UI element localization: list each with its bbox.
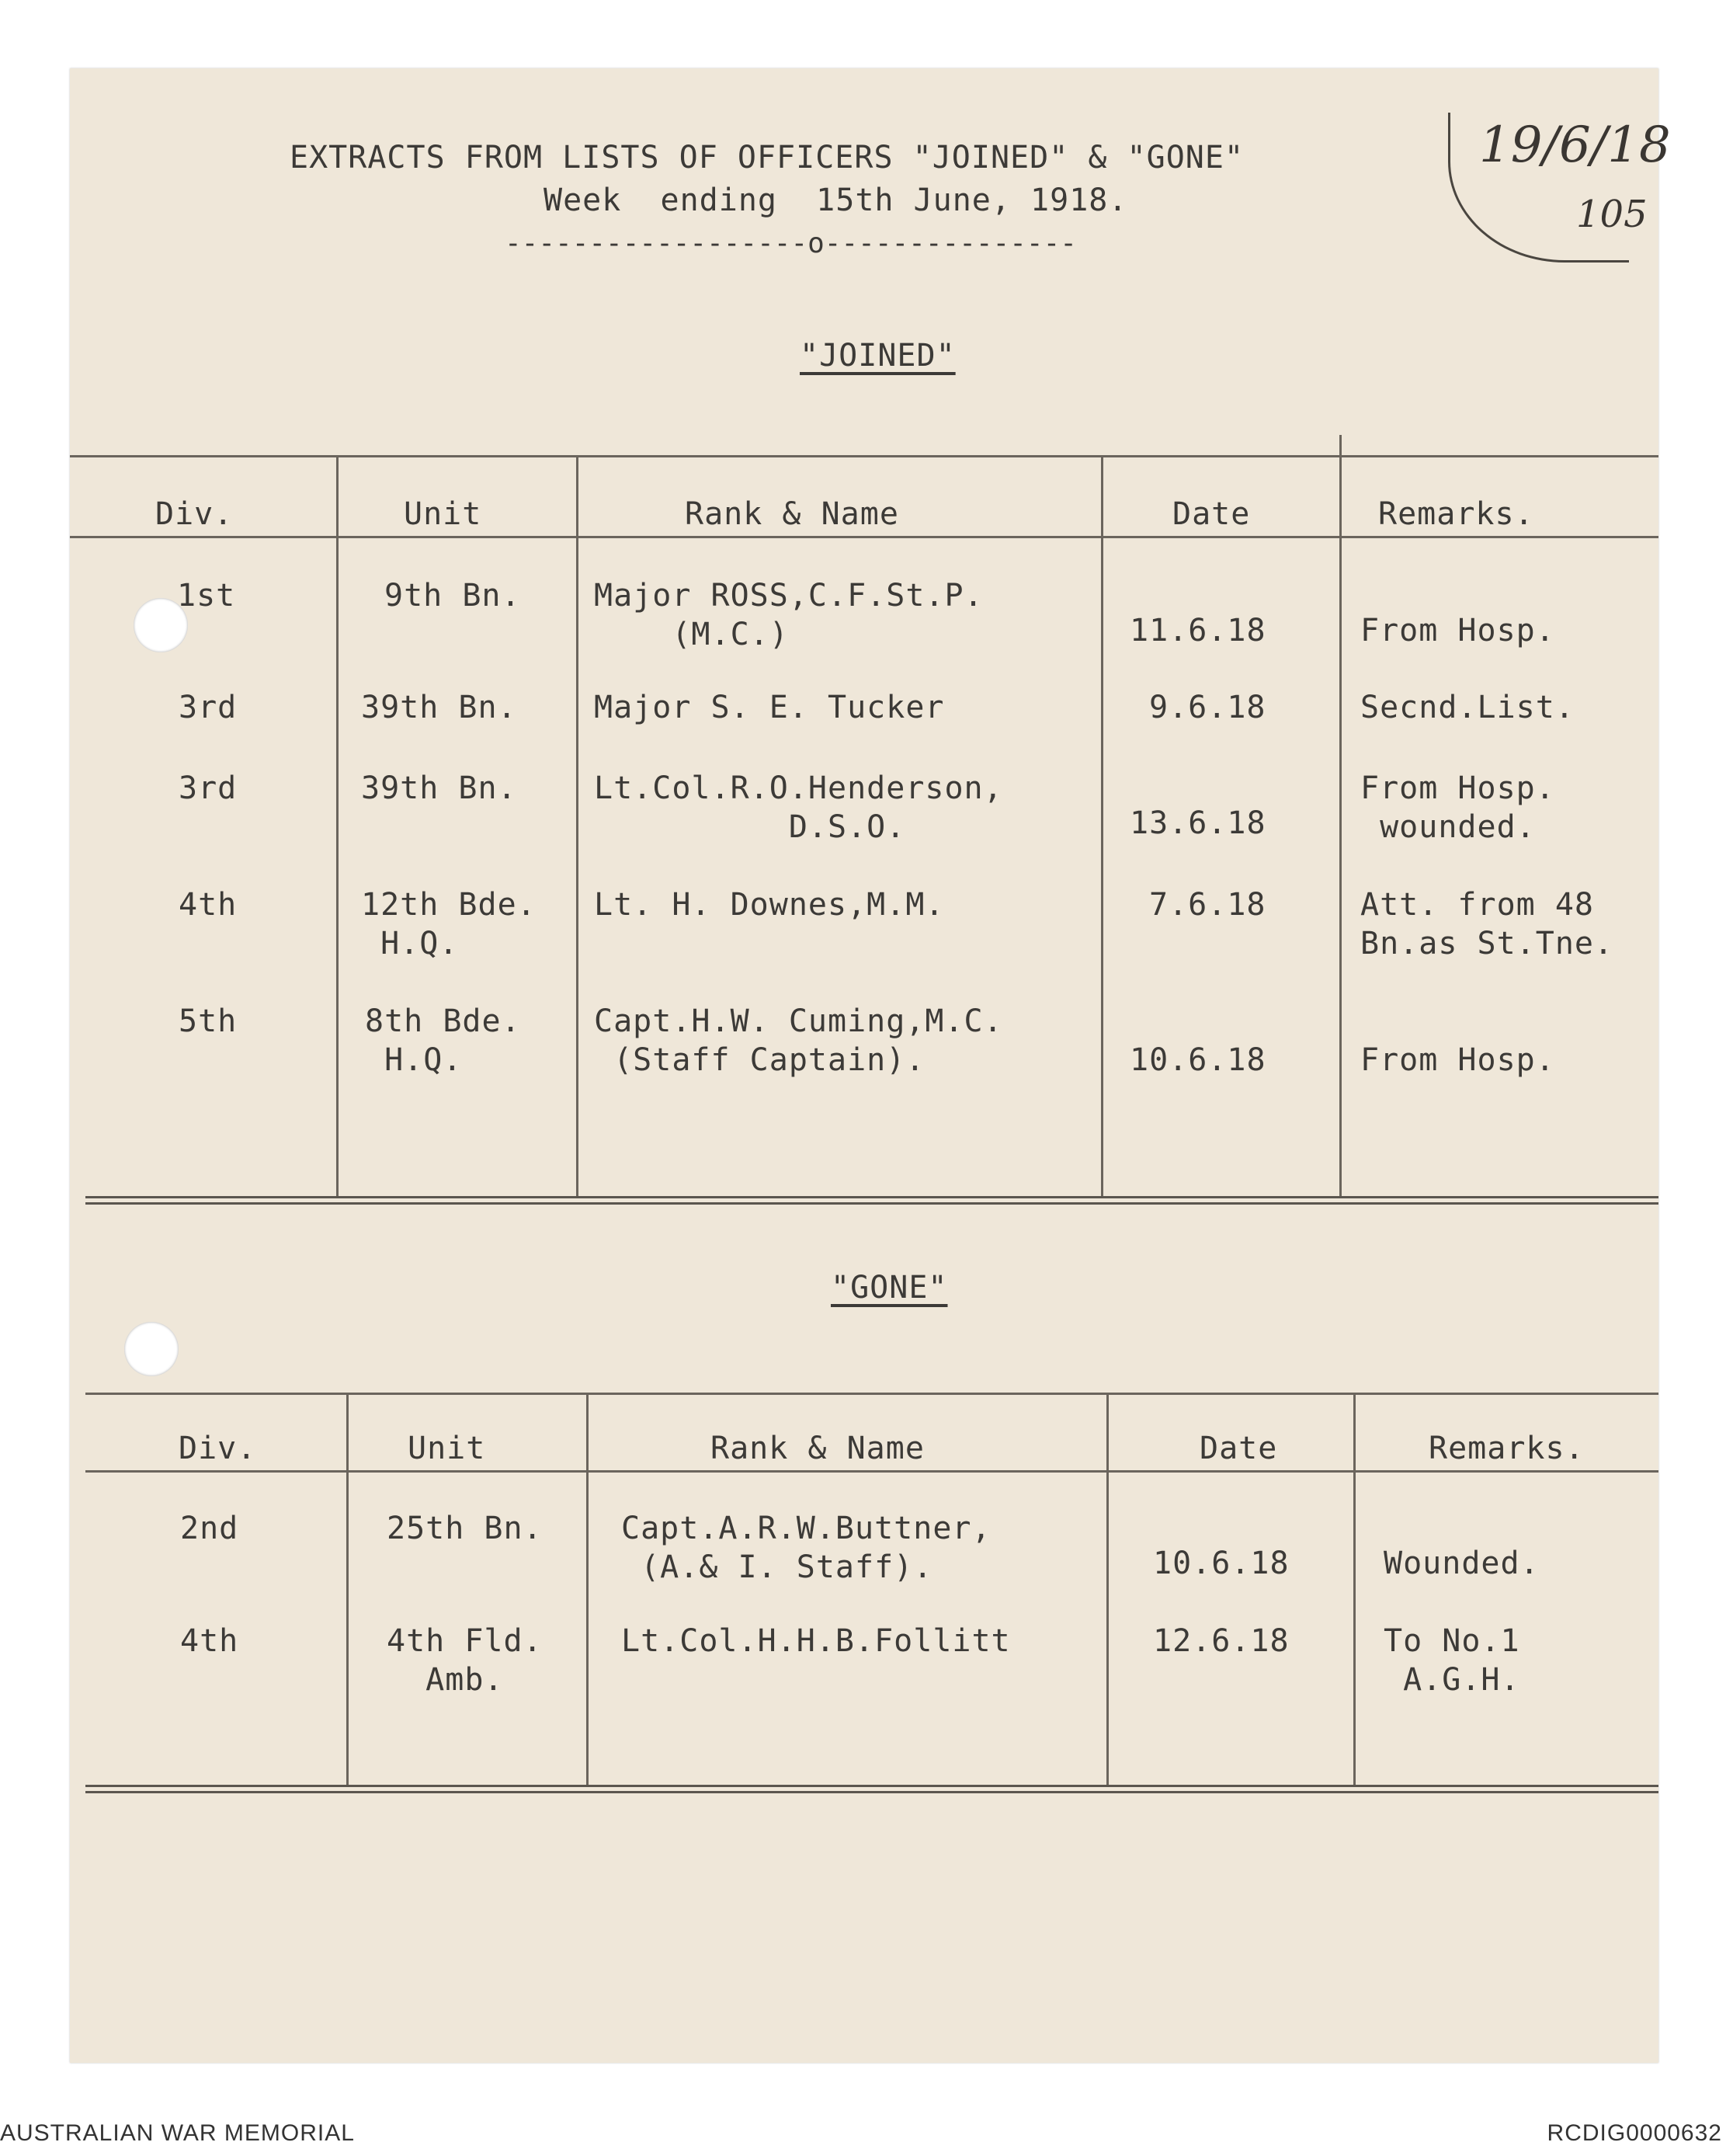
table-rule — [85, 1470, 1658, 1473]
table-cell-unit: 12th Bde. H.Q. — [361, 887, 537, 962]
column-divider — [336, 455, 339, 1196]
table-cell-remarks: Att. from 48 Bn.as St.Tne. — [1360, 887, 1614, 962]
column-divider — [1339, 435, 1342, 1196]
table-cell-div: 4th — [180, 1623, 239, 1659]
table-cell-unit: 25th Bn. — [387, 1511, 543, 1546]
column-header-date: Date — [1172, 496, 1251, 532]
table-cell-unit: 8th Bde. H.Q. — [365, 1003, 521, 1078]
table-cell-date: 10.6.18 — [1130, 1042, 1266, 1078]
table-cell-rank-name: Capt.A.R.W.Buttner, (A.& I. Staff). — [621, 1511, 992, 1585]
column-header-remarks: Remarks. — [1378, 496, 1534, 532]
table-cell-rank-name: Lt.Col.R.O.Henderson, D.S.O. — [594, 770, 1003, 845]
table-cell-date: 9.6.18 — [1149, 690, 1266, 725]
table-rule — [85, 1196, 1658, 1205]
punch-hole — [124, 1322, 179, 1376]
table-cell-unit: 39th Bn. — [361, 770, 517, 806]
column-divider — [1353, 1393, 1356, 1785]
table-cell-div: 2nd — [180, 1511, 239, 1546]
table-cell-rank-name: Major ROSS,C.F.St.P. (M.C.) — [594, 578, 984, 652]
table-rule — [85, 1785, 1658, 1793]
gone-section-title: "GONE" — [831, 1270, 948, 1306]
table-cell-remarks: From Hosp. — [1360, 1042, 1555, 1078]
column-divider — [586, 1393, 589, 1785]
column-header-remarks: Remarks. — [1429, 1431, 1585, 1466]
table-cell-div: 1st — [177, 578, 236, 614]
table-cell-date: 7.6.18 — [1149, 887, 1266, 923]
column-divider — [1106, 1393, 1109, 1785]
table-cell-div: 5th — [179, 1003, 238, 1039]
table-cell-date: 10.6.18 — [1153, 1546, 1290, 1581]
joined-section-title: "JOINED" — [800, 338, 956, 374]
table-cell-date: 11.6.18 — [1130, 613, 1266, 649]
table-rule — [70, 455, 1658, 457]
table-cell-date: 13.6.18 — [1130, 805, 1266, 841]
column-header-unit: Unit — [408, 1431, 486, 1466]
column-header-date: Date — [1200, 1431, 1278, 1466]
table-rule — [85, 1393, 1658, 1395]
handwritten-date: 19/6/18 — [1479, 116, 1671, 174]
table-cell-date: 12.6.18 — [1153, 1623, 1290, 1659]
column-header-rank-name: Rank & Name — [685, 496, 899, 532]
table-cell-rank-name: Major S. E. Tucker — [594, 690, 945, 725]
footer-archive-name: AUSTRALIAN WAR MEMORIAL — [0, 2120, 355, 2146]
table-cell-div: 3rd — [179, 690, 238, 725]
footer-record-id: RCDIG0000632 — [1547, 2120, 1722, 2146]
table-rule — [70, 536, 1658, 538]
column-divider — [1101, 455, 1103, 1196]
column-header-div: Div. — [179, 1431, 257, 1466]
document-title: EXTRACTS FROM LISTS OF OFFICERS "JOINED" & "GONE" — [290, 140, 1245, 176]
table-cell-div: 3rd — [179, 770, 238, 806]
table-cell-remarks: Wounded. — [1384, 1546, 1540, 1581]
table-cell-unit: 39th Bn. — [361, 690, 517, 725]
table-cell-rank-name: Capt.H.W. Cuming,M.C. (Staff Captain). — [594, 1003, 1003, 1078]
title-divider: ------------------o--------------- — [505, 228, 1077, 259]
table-cell-remarks: To No.1 A.G.H. — [1384, 1623, 1520, 1698]
table-cell-unit: 4th Fld. Amb. — [387, 1623, 543, 1698]
table-cell-rank-name: Lt. H. Downes,M.M. — [594, 887, 945, 923]
column-header-unit: Unit — [404, 496, 482, 532]
column-header-div: Div. — [155, 496, 234, 532]
document-subtitle: Week ending 15th June, 1918. — [544, 183, 1128, 218]
column-header-rank-name: Rank & Name — [710, 1431, 925, 1466]
column-divider — [346, 1393, 349, 1785]
table-cell-rank-name: Lt.Col.H.H.B.Follitt — [621, 1623, 1011, 1659]
table-cell-remarks: From Hosp. — [1360, 613, 1555, 649]
table-cell-remarks: From Hosp. wounded. — [1360, 770, 1555, 845]
table-cell-div: 4th — [179, 887, 238, 923]
table-cell-remarks: Secnd.List. — [1360, 690, 1575, 725]
column-divider — [576, 455, 578, 1196]
handwritten-number: 105 — [1576, 193, 1648, 236]
table-cell-unit: 9th Bn. — [384, 578, 521, 614]
